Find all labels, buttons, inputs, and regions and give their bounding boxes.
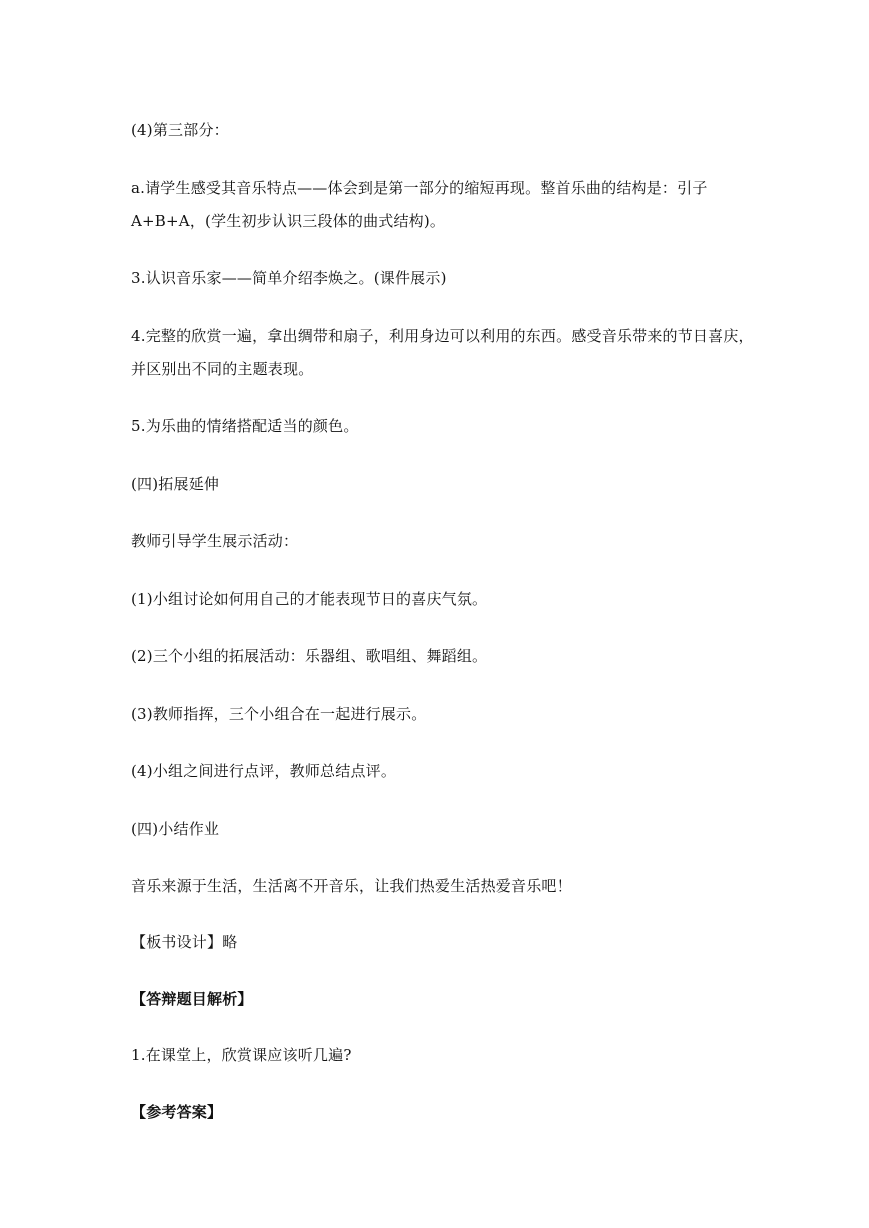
paragraph-line: 教师引导学生展示活动： <box>131 532 299 550</box>
paragraph-line: a.请学生感受其音乐特点——体会到是第一部分的缩短再现。整首乐曲的结构是：引子 <box>131 179 708 197</box>
paragraph-line: 并区别出不同的主题表现。 <box>131 360 314 378</box>
section-heading-summary: (四)小结作业 <box>131 820 220 838</box>
question-line: 1.在课堂上，欣赏课应该听几遍? <box>131 1046 352 1064</box>
list-item: (2)三个小组的拓展活动：乐器组、歌唱组、舞蹈组。 <box>131 647 488 665</box>
paragraph-line: 5.为乐曲的情绪搭配适当的颜色。 <box>131 417 359 435</box>
list-item: (4)小组之间进行点评，教师总结点评。 <box>131 762 397 780</box>
paragraph-line: 3.认识音乐家——简单介绍李焕之。(课件展示) <box>131 269 447 287</box>
board-design-heading: 【板书设计】略 <box>131 933 238 951</box>
paragraph-line: A+B+A，(学生初步认识三段体的曲式结构)。 <box>131 212 446 230</box>
defense-question-heading: 【答辩题目解析】 <box>131 990 253 1008</box>
paragraph-line: 4.完整的欣赏一遍，拿出绸带和扇子，利用身边可以利用的东西。感受音乐带来的节日喜庆， <box>131 327 754 345</box>
paragraph-line: 音乐来源于生活，生活离不开音乐，让我们热爱生活热爱音乐吧！ <box>131 877 572 895</box>
reference-answer-heading: 【参考答案】 <box>131 1103 223 1121</box>
list-item: (1)小组讨论如何用自己的才能表现节日的喜庆气氛。 <box>131 590 488 608</box>
section-heading-extension: (四)拓展延伸 <box>131 475 220 493</box>
list-item: (3)教师指挥，三个小组合在一起进行展示。 <box>131 705 427 723</box>
section-heading-part-three: (4)第三部分： <box>131 121 229 139</box>
